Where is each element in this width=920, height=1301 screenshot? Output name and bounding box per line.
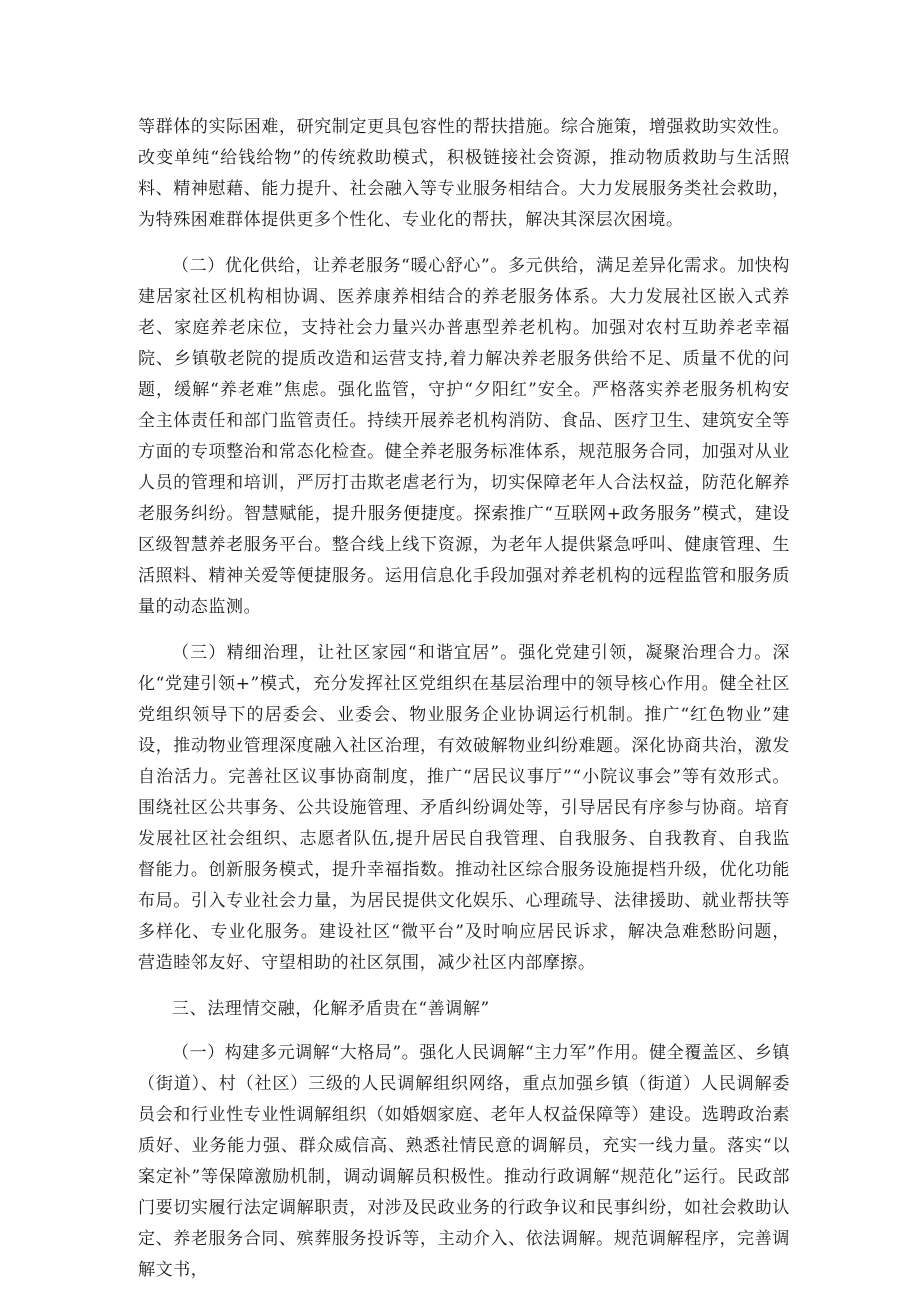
paragraph-social-assistance-continued: 等群体的实际困难，研究制定更具包容性的帮扶措施。综合施策，增强救助实效性。改变单纯“给钱给物”的传统救助模式，积极链接社会资源，推动物质救助与生活照料、精神慰藉、能力提升、社会融入等专业服务相结合。大力发展服务类社会救助，为特殊困难群体提供更多个性化、专业化的帮扶，解决其深层次困境。 [138,117,790,230]
section-heading-mediation: 三、法理情交融，化解矛盾贵在“善调解” [172,999,490,1019]
paragraph-elderly-care-services: （二）优化供给，让养老服务“暖心舒心”。多元供给，满足差异化需求。加快构建居家社区机构相协调、医养康养相结合的养老服务体系。大力发展社区嵌入式养老、家庭养老床位，支持社会力量兴办普惠型养老机构。加强对农村互助养老幸福院、乡镇敬老院的提质改造和运营支持,着力解决养老服务供给不足、质量不优的问题，缓解“养老难”焦虑。强化监管，守护“夕阳红”安全。严格落实养老服务机构安全主体责任和部门监管责任。持续开展养老机构消防、食品、医疗卫生、建筑安全等方面的专项整治和常态化检查。健全养老服务标准体系，规范服务合同，加强对从业人员的管理和培训，严厉打击欺老虐老行为，切实保障老年人合法权益，防范化解养老服务纠纷。智慧赋能，提升服务便捷度。探索推广“互联网+政务服务”模式，建设区级智慧养老服务平台。整合线上线下资源，为老年人提供紧急呼叫、健康管理、生活照料、精神关爱等便捷服务。运用信息化手段加强对养老机构的远程监管和服务质量的动态监测。 [138,256,790,617]
paragraph-mediation-framework: （一）构建多元调解“大格局”。强化人民调解“主力军”作用。健全覆盖区、乡镇（街道）、村（社区）三级的人民调解组织网络，重点加强乡镇（街道）人民调解委员会和行业性专业性调解组织（如婚姻家庭、老年人权益保障等）建设。选聘政治素质好、业务能力强、群众威信高、熟悉社情民意的调解员，充实一线力量。落实“以案定补”等保障激励机制，调动调解员积极性。推动行政调解“规范化”运行。民政部门要切实履行法定调解职责，对涉及民政业务的行政争议和民事纠纷，如社会救助认定、养老服务合同、殡葬服务投诉等，主动介入、依法调解。规范调解程序，完善调解文书， [138,1043,790,1280]
paragraph-community-governance: （三）精细治理，让社区家园“和谐宜居”。强化党建引领，凝聚治理合力。深化“党建引领+”模式，充分发挥社区党组织在基层治理中的领导核心作用。健全社区党组织领导下的居委会、业委会、物业服务企业协调运行机制。推广“红色物业”建设，推动物业管理深度融入社区治理，有效破解物业纠纷难题。深化协商共治，激发自治活力。完善社区议事协商制度，推广“居民议事厅”“小院议事会”等有效形式。围绕社区公共事务、公共设施管理、矛盾纠纷调处等，引导居民有序参与协商。培育发展社区社会组织、志愿者队伍,提升居民自我管理、自我服务、自我教育、自我监督能力。创新服务模式，提升幸福指数。推动社区综合服务设施提档升级，优化功能布局。引入专业社会力量，为居民提供文化娱乐、心理疏导、法律援助、就业帮扶等多样化、专业化服务。建设社区“微平台”及时响应居民诉求，解决急难愁盼问题，营造睦邻友好、守望相助的社区氛围，减少社区内部摩擦。 [138,643,790,973]
